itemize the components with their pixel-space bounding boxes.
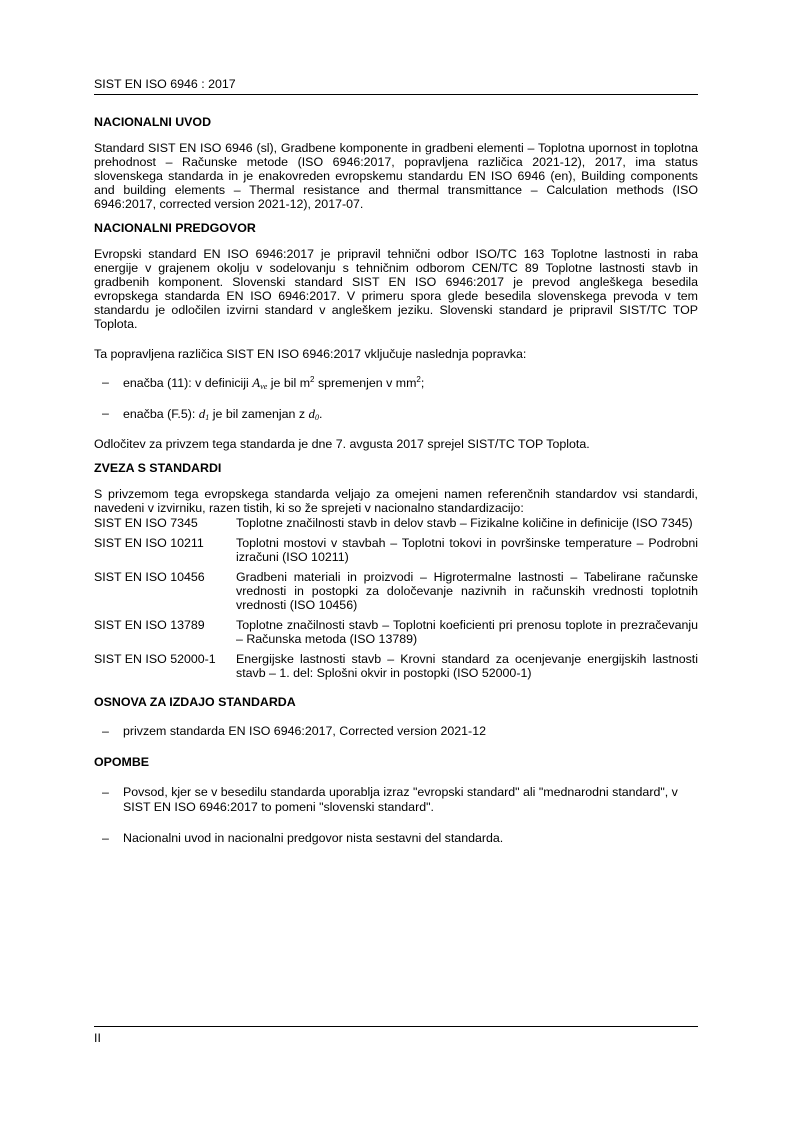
table-row: SIST EN ISO 7345 Toplotne značilnosti stavb in delov stavb – Fizikalne količine in definicije (ISO 7345) — [94, 516, 693, 530]
section-heading-osnova: OSNOVA ZA IZDAJO STANDARDA — [94, 695, 296, 709]
standards-table — [94, 516, 698, 680]
symbol-d1: $d_1$ — [198, 406, 210, 422]
section-heading-opombe: OPOMBE — [94, 755, 150, 769]
list-dash: – — [102, 375, 109, 389]
list-dash: – — [102, 831, 109, 845]
table-row: SIST EN ISO 13789 Toplotne značilnosti stavb – Toplotni koeficienti pri prenosu toplote in prezračevanju – Računska metoda (ISO 13789) — [94, 618, 698, 646]
table-row: SIST EN ISO 52000-1 Energijske lastnosti stavb – Krovni standard za ocenjevanje energijskih lastnosti stavb – 1. del: Splošni okvir in postopki (ISO 52000-1) — [94, 652, 698, 680]
running-header: SIST EN ISO 6946 : 2017 — [94, 77, 236, 91]
page-content — [94, 114, 698, 846]
correction-item-1: – enačba (11): v definiciji $A_{ve}$ je bil $m^2$ spremenjen v $mm^2$; — [102, 375, 425, 391]
footer-divider — [94, 1026, 698, 1027]
page-number: II — [94, 1031, 101, 1045]
header-divider — [94, 94, 698, 95]
uvod-paragraph: Standard SIST EN ISO 6946 (sl), Gradbene komponente in gradbeni elementi – Toplotna upornost in toplotna prehodnost – Računske metode (ISO 6946:2017, popravljena različica 2021-12), 2017, ima status slovenskega standarda in je enakovreden evropskemu standardu EN ISO 6946 (en), Building components and building elements – Thermal resistance and thermal transmittance – Calculation methods (ISO 6946:2017, corrected version 2021-12), 2017-07. — [94, 141, 698, 211]
zveza-intro: S privzemom tega evropskega standarda veljajo za omejeni namen referenčnih standardov vsi standardi, navedeni v izvirniku, razen tistih, ki so že sprejeti v nacionalno standardizacijo: — [94, 487, 698, 515]
osnova-item: – privzem standarda EN ISO 6946:2017, Corrected version 2021-12 — [102, 724, 486, 738]
table-row: SIST EN ISO 10211 Toplotni mostovi v stavbah – Toplotni tokovi in površinske temperature – Podrobni izračuni (ISO 10211) — [94, 536, 698, 564]
table-row: SIST EN ISO 10456 Gradbeni materiali in proizvodi – Higrotermalne lastnosti – Tabelirane računske vrednosti in postopki za določevanje nazivnih in računskih vrednosti toplotnih vrednosti (ISO 10456) — [94, 570, 698, 612]
opombe-item: – Nacionalni uvod in nacionalni predgovor nista sestavni del standarda. — [102, 831, 504, 845]
symbol-d0: $d_0$ — [308, 406, 319, 422]
list-dash: – — [102, 406, 109, 420]
section-heading-zveza: ZVEZA S STANDARDI — [94, 461, 222, 475]
list-dash: – — [102, 724, 109, 738]
opombe-item: – Povsod, kjer se v besedilu standarda uporablja izraz "evropski standard" ali "mednarodni standard", v SIST EN ISO 6946:2017 to pomeni "slovenski standard". — [102, 785, 678, 814]
decision-paragraph: Odločitev za privzem tega standarda je dne 7. avgusta 2017 sprejel SIST/TC TOP Toplota. — [94, 437, 590, 451]
list-dash: – — [102, 785, 109, 799]
predgovor-paragraph: Evropski standard EN ISO 6946:2017 je pripravil tehnični odbor ISO/TC 163 Toplotne lastnosti in raba energije v grajenem okolju v sodelovanju s tehničnim odborom CEN/TC 89 Toplotne lastnosti stavb in gradbenih komponent. Slovenski standard SIST EN ISO 6946:2017 je prevod angleškega besedila evropskega standarda EN ISO 6946:2017. V primeru spora glede besedila slovenskega prevoda v tem standardu je odločilen izvirni standard v angleškem jeziku. Slovenski standard je pripravil SIST/TC TOP Toplota. — [94, 247, 698, 331]
corrections-intro: Ta popravljena različica SIST EN ISO 6946:2017 vključuje naslednja popravka: — [94, 347, 527, 361]
section-heading-predgovor: NACIONALNI PREDGOVOR — [94, 221, 256, 235]
document-page — [94, 0, 698, 1122]
symbol-a-ve: $A_{ve}$ — [252, 375, 268, 391]
correction-item-2: – enačba (F.5): $d_1$ je bil zamenjan z $d_0$. — [102, 406, 323, 422]
section-heading-uvod: NACIONALNI UVOD — [94, 115, 212, 129]
